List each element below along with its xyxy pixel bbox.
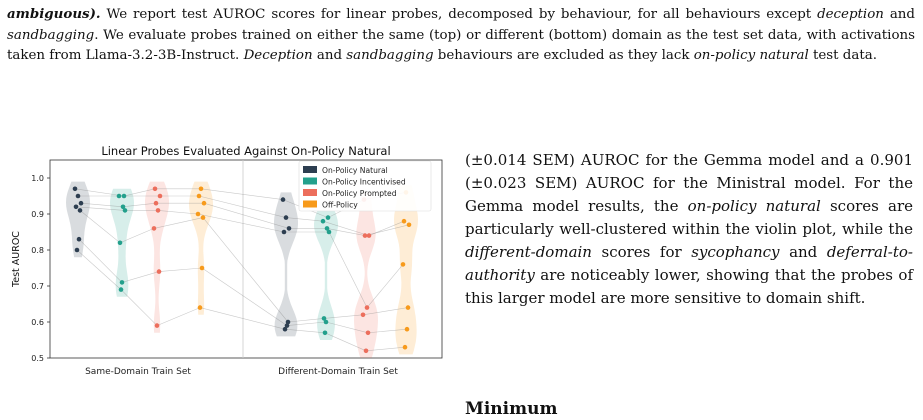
data-point (367, 233, 372, 238)
violin-same (189, 182, 213, 315)
connector-line (159, 268, 202, 272)
body-text: are noticeably lower, showing that the probes of this larger model are more sensitive to domain shift. (465, 266, 913, 307)
caption-text: and (312, 48, 347, 63)
data-point (73, 187, 78, 192)
y-tick-label: 0.5 (31, 354, 44, 363)
violin-chart (0, 140, 445, 380)
data-point (123, 208, 128, 213)
data-point (118, 241, 123, 246)
violin-same (66, 182, 90, 258)
legend-swatch (303, 178, 317, 185)
data-point (120, 280, 125, 285)
data-point (287, 226, 292, 231)
data-point (327, 230, 332, 235)
data-point (201, 215, 206, 220)
data-point (197, 194, 202, 199)
legend-swatch (303, 201, 317, 208)
data-point (119, 287, 124, 292)
data-point (321, 219, 326, 224)
data-point (364, 349, 369, 354)
data-point (284, 215, 289, 220)
body-text: scores are particularly well-clustered within the violin plot, while the (465, 197, 913, 238)
body-paragraph (465, 149, 913, 310)
section-heading: Minimum (465, 399, 558, 419)
legend-label: Off-Policy (322, 200, 358, 210)
data-point (365, 305, 370, 310)
connector-line (200, 308, 285, 330)
data-point (154, 201, 159, 206)
data-point (326, 215, 331, 220)
data-point (122, 194, 127, 199)
connector-line (203, 218, 288, 322)
caption-term: Deception (243, 48, 313, 63)
caption-term: sandbagging (346, 48, 434, 63)
data-point (155, 323, 160, 328)
caption-term: on-policy natural (693, 48, 809, 63)
group-label: Different-Domain Train Set (278, 367, 398, 377)
data-point (281, 197, 286, 202)
legend-swatch (303, 166, 317, 173)
body-text: scores for (591, 243, 692, 261)
legend-label: On-Policy Incentivised (322, 177, 406, 187)
connector-line (201, 189, 283, 200)
body-term: different-domain (465, 243, 592, 261)
data-point (74, 205, 79, 210)
body-text: and (779, 243, 827, 261)
data-point (199, 187, 204, 192)
y-tick-label: 0.7 (31, 282, 44, 291)
data-point (158, 194, 163, 199)
connector-line (79, 239, 122, 282)
data-point (153, 187, 158, 192)
group-label: Same-Domain Train Set (85, 367, 191, 377)
data-point (198, 305, 203, 310)
caption-text: behaviours are excluded as they lack (433, 48, 694, 63)
data-point (76, 194, 81, 199)
caption-term: sandbagging (7, 27, 95, 43)
data-point (401, 262, 406, 267)
chart-title: Linear Probes Evaluated Against On-Policy Natural (101, 144, 391, 158)
caption-lead: ambiguous). (7, 6, 101, 22)
body-text: (±0.014 SEM) AUROC for the Gemma model and a 0.901 (±0.023 SEM) AUROC for the Ministral model. For the Gemma model results, the (465, 151, 913, 215)
connector-line (157, 308, 200, 326)
data-point (79, 201, 84, 206)
data-point (405, 327, 410, 332)
data-point (196, 212, 201, 217)
data-point (406, 305, 411, 310)
data-point (77, 237, 82, 242)
data-point (407, 223, 412, 228)
y-axis-label: Test AUROC (11, 231, 22, 287)
caption-text: test data. (808, 48, 877, 63)
y-tick-label: 0.9 (31, 210, 44, 219)
data-point (117, 194, 122, 199)
legend-label: On-Policy Natural (322, 166, 388, 175)
body-term: deferral-to-authority (465, 243, 913, 284)
data-point (361, 313, 366, 318)
data-point (282, 230, 287, 235)
data-point (200, 266, 205, 271)
legend-label: On-Policy Prompted (322, 189, 397, 198)
data-point (402, 219, 407, 224)
connector-line (77, 250, 121, 290)
caption-text: . We evaluate probes trained on either the same (top) or different (bottom) domain as the test set data, with activations taken from Llama-3.2-3B-Instruct. (7, 27, 915, 63)
body-term: on-policy natural (687, 197, 821, 215)
caption-text: and (883, 7, 916, 22)
data-point (202, 201, 207, 206)
connector-line (202, 268, 287, 326)
y-tick-label: 0.8 (31, 246, 44, 255)
connector-line (367, 264, 403, 307)
caption-text: We report test AUROC scores for linear probes, decomposed by behaviour, for all behaviours except (100, 7, 818, 22)
data-point (366, 331, 371, 336)
data-point (152, 226, 157, 231)
data-point (324, 320, 329, 325)
data-point (323, 331, 328, 336)
data-point (363, 233, 368, 238)
caption-term: deception (817, 7, 884, 22)
data-point (75, 248, 80, 253)
y-tick-label: 0.6 (31, 318, 44, 327)
y-tick-label: 1.0 (31, 174, 44, 183)
violin-different (274, 192, 298, 336)
connector-line (121, 290, 157, 326)
data-point (156, 208, 161, 213)
body-term: sycophancy (691, 243, 780, 261)
data-point (78, 208, 83, 213)
data-point (157, 269, 162, 274)
data-point (283, 327, 288, 332)
legend-swatch (303, 189, 317, 196)
figure-caption (7, 4, 915, 67)
data-point (403, 345, 408, 350)
